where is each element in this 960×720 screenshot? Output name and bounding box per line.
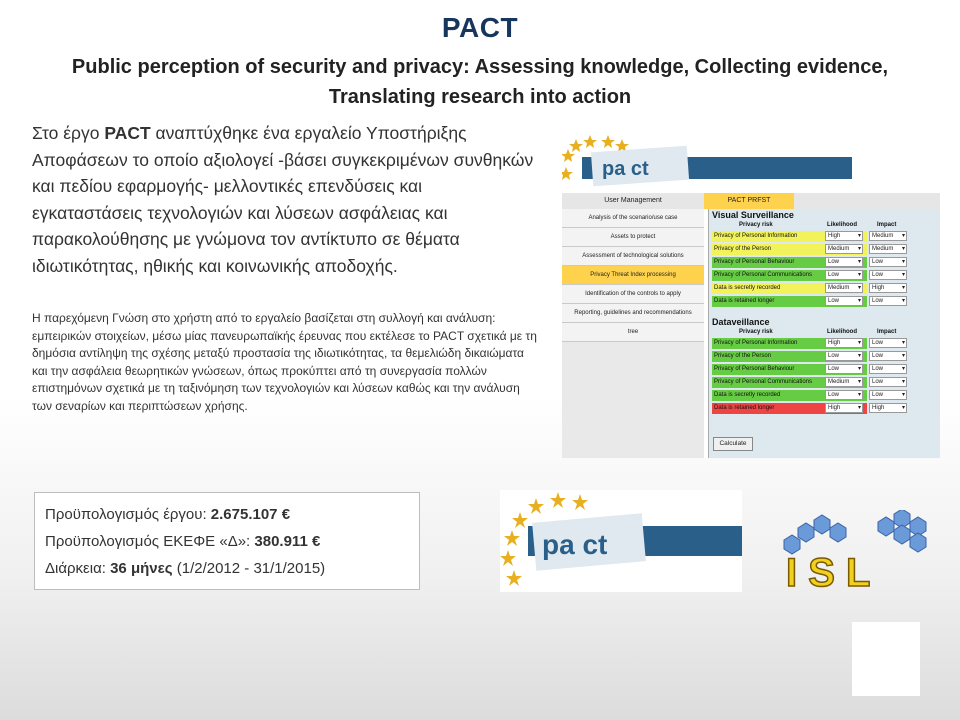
tool-menu-bar <box>562 193 940 209</box>
risk-label: Data is secretly recorded <box>712 390 867 401</box>
header-likelihood: Likelihood <box>827 329 857 335</box>
table-row <box>709 376 940 389</box>
budget-line <box>45 501 409 528</box>
sidebar-item-tree[interactable]: tree <box>562 323 704 342</box>
sidebar-item-controls[interactable]: Identification of the controls to apply <box>562 285 704 304</box>
budget-label: Προϋπολογισμός έργου: <box>45 506 211 523</box>
pact-logo-small <box>562 135 862 191</box>
impact-select[interactable]: Low ▾ <box>869 351 907 361</box>
intro-post: αναπτύχθηκε ένα εργαλείο Υποστήριξης Αποφάσεων το οποίο αξιολογεί -βάσει συγκεκριμένων συνθηκών και πεδίου εφαρμογής- μελλοντικές επενδύσεις και εγκαταστάσεις τεχνολογιών και λύσεων ασφάλειας και παρακολούθησης με γνώμονα τον αντίκτυπο σε θέματα ιδιωτικότητας, ηθικής και κοινωνικής αποδοχής. <box>32 123 534 276</box>
impact-select[interactable]: Low ▾ <box>869 390 907 400</box>
table-header <box>709 221 940 230</box>
slide-subtitle: Public perception of security and privacy: Assessing knowledge, Collecting evidence, Translating research into action <box>71 56 889 108</box>
header-impact: Impact <box>877 329 897 335</box>
intro-pre: Στο έργο <box>32 123 105 143</box>
risk-label: Privacy of Personal Behaviour <box>712 364 867 375</box>
knowledge-paragraph: Η παρεχόμενη Γνώση στο χρήστη από το εργαλείο βασίζεται στη συλλογή και ανάλυση: εμπειρικών στοιχείων, μέσω μίας πανευρωπαϊκής έρευνας που εκτέλεσε το PACT σχετικά με τη δημόσια αντίληψη της σχέσης μεταξύ προστασία της ιδιωτικότητας, τα θεμελιώδη δικαιώματα και την ασφάλεια θεωρητικών γνώσεων, όπως προκύπτει από τη συνεργασία πολλών επιστημόνων σχετικά με τη ταξινόμηση των τεχνολογιών και λύσεων καθώς και την ανάλυση των σεναρίων και περιπτώσεων χρήσης. <box>32 311 537 413</box>
table-row <box>709 230 940 243</box>
impact-select[interactable]: High ▾ <box>869 283 907 293</box>
risk-label: Privacy of Personal Information <box>712 231 867 242</box>
likelihood-select[interactable]: Medium ▾ <box>825 377 863 387</box>
impact-select[interactable]: Medium ▾ <box>869 231 907 241</box>
risk-label: Privacy of Personal Behaviour <box>712 257 867 268</box>
ekefe-value: 380.911 € <box>254 533 321 550</box>
duration-label: Διάρκεια: <box>45 560 111 577</box>
likelihood-select[interactable]: Low ▾ <box>825 296 863 306</box>
isl-logo <box>778 510 932 596</box>
impact-select[interactable]: High ▾ <box>869 403 907 413</box>
likelihood-select[interactable]: Low ▾ <box>825 364 863 374</box>
risk-label: Privacy of the Person <box>712 351 867 362</box>
table-row <box>709 363 940 376</box>
project-info-box <box>34 492 420 590</box>
ekefe-label: Προϋπολογισμός ΕΚΕΦΕ «Δ»: <box>45 533 255 550</box>
likelihood-select[interactable]: High ▾ <box>825 338 863 348</box>
tab-user-management[interactable]: User Management <box>562 193 705 209</box>
pact-logo <box>500 490 742 592</box>
risk-label: Data is retained longer <box>712 296 867 307</box>
table-row <box>709 389 940 402</box>
pact-logo-text: pa ct <box>542 529 608 560</box>
table-row <box>709 402 940 415</box>
impact-select[interactable]: Low ▾ <box>869 257 907 267</box>
table-row <box>709 350 940 363</box>
likelihood-select[interactable]: Low ▾ <box>825 351 863 361</box>
likelihood-select[interactable]: Low ▾ <box>825 390 863 400</box>
section-title: Dataveillance <box>712 317 770 327</box>
tool-sidebar <box>562 209 704 458</box>
ekefe-budget-line <box>45 528 409 555</box>
header-impact: Impact <box>877 222 897 228</box>
duration-line <box>45 555 409 582</box>
likelihood-select[interactable]: High ▾ <box>825 403 863 413</box>
likelihood-select[interactable]: Medium ▾ <box>825 283 863 293</box>
impact-select[interactable]: Low ▾ <box>869 364 907 374</box>
sidebar-item-assets[interactable]: Assets to protect <box>562 228 704 247</box>
isl-logo-text: I S L <box>786 551 871 595</box>
intro-paragraph <box>32 120 537 279</box>
duration-value: 36 μήνες <box>110 560 173 577</box>
impact-select[interactable]: Low ▾ <box>869 338 907 348</box>
header-risk: Privacy risk <box>739 222 773 228</box>
logo-text-small: pa ct <box>602 158 649 180</box>
header-likelihood: Likelihood <box>827 222 857 228</box>
header-risk: Privacy risk <box>739 329 773 335</box>
calculate-button[interactable]: Calculate <box>713 437 753 451</box>
intro-bold: PACT <box>104 123 151 143</box>
budget-value: 2.675.107 € <box>210 506 291 523</box>
likelihood-select[interactable]: Low ▾ <box>825 257 863 267</box>
table-header <box>709 328 940 337</box>
slide-title: PACT <box>441 12 519 43</box>
impact-select[interactable]: Low ▾ <box>869 270 907 280</box>
table-row <box>709 295 940 308</box>
table-row <box>709 243 940 256</box>
tool-content <box>708 209 940 458</box>
impact-select[interactable]: Medium ▾ <box>869 244 907 254</box>
sidebar-item-reporting[interactable]: Reporting, guidelines and recommendations <box>562 304 704 323</box>
risk-label: Privacy of Personal Communications <box>712 377 867 388</box>
sidebar-item-privacy-threat[interactable]: Privacy Threat Index processing <box>562 266 704 285</box>
table-row <box>709 282 940 295</box>
likelihood-select[interactable]: Low ▾ <box>825 270 863 280</box>
impact-select[interactable]: Low ▾ <box>869 377 907 387</box>
sidebar-item-analysis[interactable]: Analysis of the scenario/use case <box>562 209 704 228</box>
risk-label: Privacy of the Person <box>712 244 867 255</box>
risk-label: Privacy of Personal Communications <box>712 270 867 281</box>
table-row <box>709 256 940 269</box>
tool-screenshot <box>562 135 940 458</box>
tab-pact-prfst[interactable]: PACT PRFST <box>704 193 794 209</box>
risk-label: Privacy of Personal Information <box>712 338 867 349</box>
likelihood-select[interactable]: High ▾ <box>825 231 863 241</box>
table-row <box>709 269 940 282</box>
blank-box <box>852 622 920 696</box>
impact-select[interactable]: Low ▾ <box>869 296 907 306</box>
duration-dates: (1/2/2012 - 31/1/2015) <box>172 560 326 577</box>
table-row <box>709 337 940 350</box>
likelihood-select[interactable]: Medium ▾ <box>825 244 863 254</box>
risk-label: Data is retained longer <box>712 403 867 414</box>
menu-bar-fill <box>794 193 940 209</box>
section-title: Visual Surveillance <box>712 210 794 220</box>
risk-label: Data is secretly recorded <box>712 283 867 294</box>
sidebar-item-assessment[interactable]: Assessment of technological solutions <box>562 247 704 266</box>
